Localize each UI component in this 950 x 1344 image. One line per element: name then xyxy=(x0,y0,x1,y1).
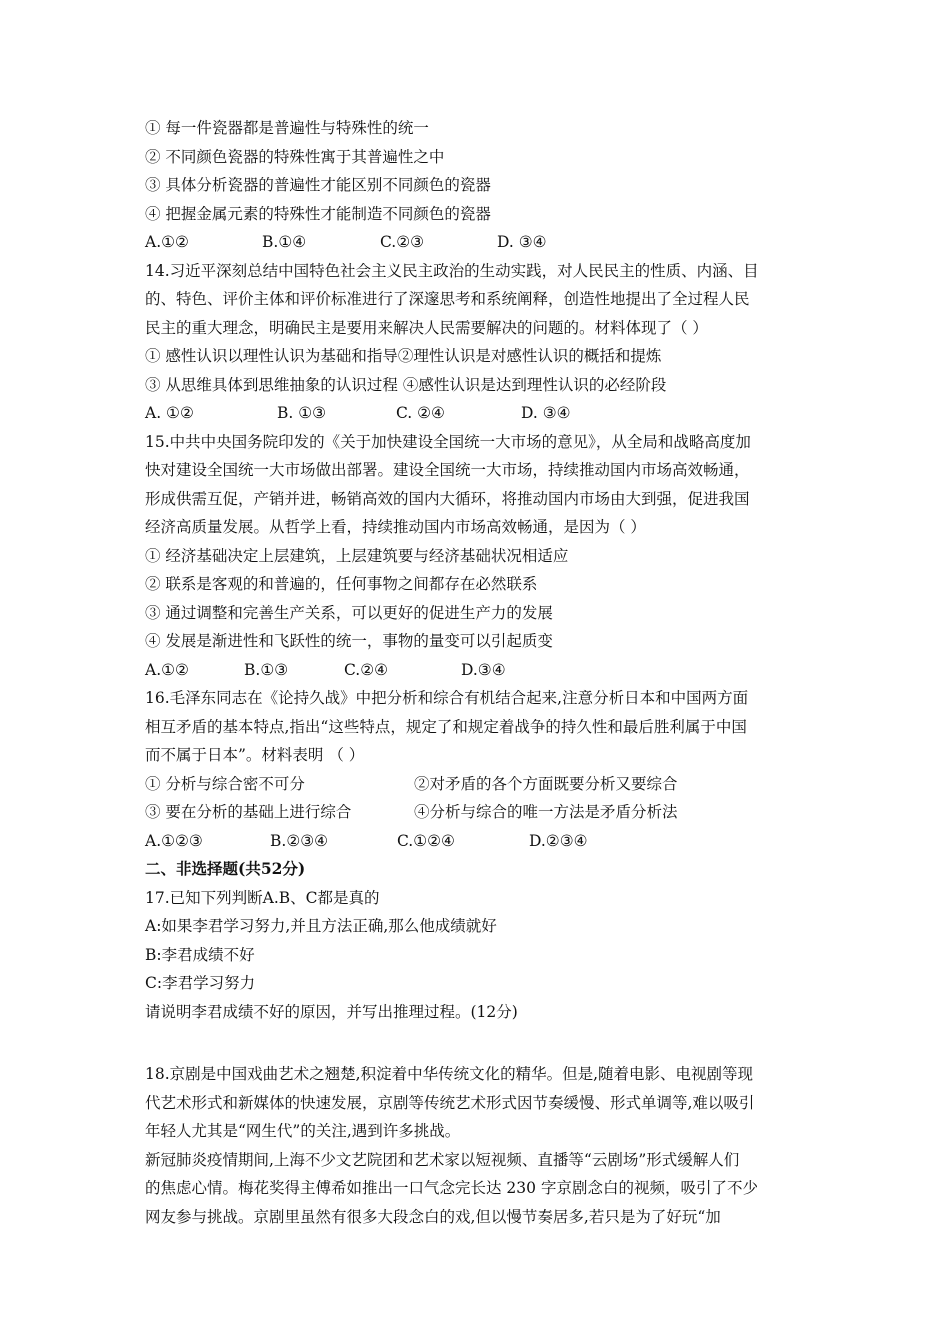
q15-option-c: C.②④ xyxy=(344,661,389,679)
q16-option-b: B.②③④ xyxy=(270,832,329,850)
q18-line-2: 代艺术形式和新媒体的快速发展，京剧等传统艺术形式因节奏缓慢、形式单调等,难以吸引 xyxy=(145,1094,755,1112)
q15-statement-1: ① 经济基础决定上层建筑，上层建筑要与经济基础状况相适应 xyxy=(145,547,569,565)
q14-option-c: C. ②④ xyxy=(396,404,445,422)
q17-prompt: 请说明李君成绩不好的原因，并写出推理过程。(12分) xyxy=(145,1003,518,1021)
q18-line-1: 18.京剧是中国戏曲艺术之翘楚,积淀着中华传统文化的精华。但是,随着电影、电视剧等现 xyxy=(145,1065,754,1083)
q16-option-c: C.①②④ xyxy=(397,832,455,850)
q15-option-a: A.①② xyxy=(145,661,189,679)
q15-stem-line-4: 经济高质量发展。从哲学上看，持续推动国内市场高效畅通，是因为（ ） xyxy=(145,518,646,536)
q13-statement-2: ② 不同颜色瓷器的特殊性寓于其普遍性之中 xyxy=(145,148,445,166)
q16-statement-4: ④分析与综合的唯一方法是矛盾分析法 xyxy=(414,803,678,821)
q13-statement-3: ③ 具体分析瓷器的普遍性才能区别不同颜色的瓷器 xyxy=(145,176,491,194)
q14-stem-line-2: 的、特色、评价主体和评价标准进行了深邃思考和系统阐释，创造性地提出了全过程人民 xyxy=(145,290,750,308)
q16-stem-line-1: 16.毛泽东同志在《论持久战》中把分析和综合有机结合起来,注意分析日本和中国两方面 xyxy=(145,689,749,707)
q13-option-a: A.①② xyxy=(145,233,189,251)
q17-judgment-a: A:如果李君学习努力,并且方法正确,那么他成绩就好 xyxy=(145,917,497,935)
q17-stem: 17.已知下列判断A.B、C都是真的 xyxy=(145,889,380,907)
q14-option-d: D. ③④ xyxy=(521,404,571,422)
q16-stem-line-3: 而不属于日本”。材料表明 （ ） xyxy=(145,746,365,764)
q18-line-5: 的焦虑心情。梅花奖得主傅希如推出一口气念完长达 230 字京剧念白的视频，吸引了不少 xyxy=(145,1179,758,1197)
q14-option-a: A. ①② xyxy=(145,404,194,422)
q13-option-d: D. ③④ xyxy=(497,233,547,251)
q14-option-b: B. ①③ xyxy=(277,404,327,422)
q14-stem-line-1: 14.习近平深刻总结中国特色社会主义民主政治的生动实践，对人民民主的性质、内涵、目 xyxy=(145,262,759,280)
q15-stem-line-3: 形成供需互促，产销并进，畅销高效的国内大循环，将推动国内市场由大到强，促进我国 xyxy=(145,490,750,508)
q13-statement-1: ① 每一件瓷器都是普遍性与特殊性的统一 xyxy=(145,119,429,137)
q13-option-b: B.①④ xyxy=(262,233,307,251)
q15-stem-line-1: 15.中共中央国务院印发的《关于加快建设全国统一大市场的意见》，从全局和战略高度加 xyxy=(145,433,751,451)
q15-option-b: B.①③ xyxy=(244,661,289,679)
q16-stem-line-2: 相互矛盾的基本特点,指出“这些特点，规定了和规定着战争的持久性和最后胜利属于中国 xyxy=(145,718,747,736)
q17-judgment-c: C:李君学习努力 xyxy=(145,974,256,992)
q17-judgment-b: B:李君成绩不好 xyxy=(145,946,255,964)
q16-statement-3: ③ 要在分析的基础上进行综合 xyxy=(145,803,352,821)
q14-statement-2: ③ 从思维具体到思维抽象的认识过程 ④感性认识是达到理性认识的必经阶段 xyxy=(145,376,667,394)
q16-option-a: A.①②③ xyxy=(145,832,203,850)
section-2-title: 二、非选择题(共52分) xyxy=(145,859,306,878)
q16-option-d: D.②③④ xyxy=(529,832,588,850)
q14-statement-1: ① 感性认识以理性认识为基础和指导②理性认识是对感性认识的概括和提炼 xyxy=(145,347,662,365)
q16-statement-1: ① 分析与综合密不可分 xyxy=(145,775,305,793)
q13-option-c: C.②③ xyxy=(380,233,425,251)
q15-option-d: D.③④ xyxy=(461,661,506,679)
q15-statement-4: ④ 发展是渐进性和飞跃性的统一，事物的量变可以引起质变 xyxy=(145,632,553,650)
q15-statement-3: ③ 通过调整和完善生产关系，可以更好的促进生产力的发展 xyxy=(145,604,553,622)
q18-line-6: 网友参与挑战。京剧里虽然有很多大段念白的戏,但以慢节奏居多,若只是为了好玩“加 xyxy=(145,1208,721,1226)
q18-line-4: 新冠肺炎疫情期间,上海不少文艺院团和艺术家以短视频、直播等“云剧场”形式缓解人们 xyxy=(145,1151,740,1169)
q16-statement-2: ②对矛盾的各个方面既要分析又要综合 xyxy=(414,775,678,793)
q18-line-3: 年轻人尤其是“网生代”的关注,遇到许多挑战。 xyxy=(145,1122,461,1140)
q15-statement-2: ② 联系是客观的和普遍的，任何事物之间都存在必然联系 xyxy=(145,575,538,593)
q15-stem-line-2: 快对建设全国统一大市场做出部署。建设全国统一大市场，持续推动国内市场高效畅通， xyxy=(145,461,750,479)
q13-statement-4: ④ 把握金属元素的特殊性才能制造不同颜色的瓷器 xyxy=(145,205,491,223)
q14-stem-line-3: 民主的重大理念，明确民主是要用来解决人民需要解决的问题的。材料体现了（ ） xyxy=(145,319,708,337)
